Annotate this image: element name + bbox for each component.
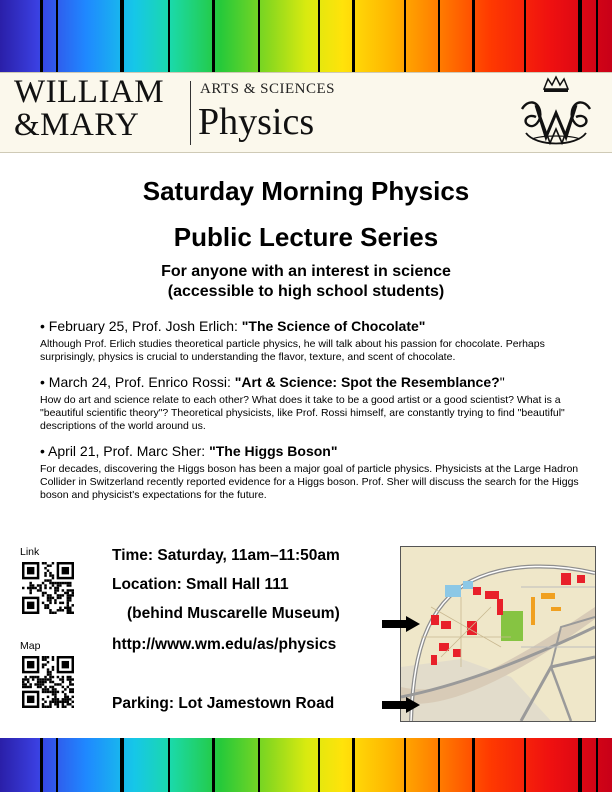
qr-code-map-icon[interactable] [22, 656, 74, 708]
header-banner [0, 72, 612, 153]
lecture-item [40, 443, 588, 502]
audience-line2: (accessible to high school students) [167, 283, 445, 300]
event-location-note: (behind Muscarelle Museum) [127, 605, 340, 622]
bullet: • [40, 374, 45, 390]
lecture-description: For decades, discovering the Higgs boson has been a major goal of particle physics. Physicists at the Large Hadron Collider in Switzerland recently reported evidence for a Higgs boson. Prof. Sher will discuss the search for the Higgs boson and physicist's expectations for the future. [40, 463, 579, 501]
lecture-title: "Art & Science: Spot the Resemblance? [234, 374, 500, 390]
qr-map-label: Map [20, 640, 41, 652]
department-url-link[interactable]: http://www.wm.edu/as/physics [112, 636, 337, 653]
department-name: Physics [198, 101, 315, 143]
campus-map [400, 546, 596, 722]
page-title: Saturday Morning Physics [142, 176, 470, 206]
event-time: Time: Saturday, 11am–11:50am [112, 547, 340, 564]
lecture-title-close-quote: " [499, 374, 505, 390]
arrow-right-icon [382, 697, 420, 713]
spectrum-band-top [0, 0, 612, 72]
lecture-title: "The Higgs Boson" [209, 443, 338, 459]
lecture-description: How do art and science relate to each other? What does it take to be a good artist or a good scientist? What is a "beautiful scientific theory"? Theoretical physicists, like Prof. Rossi himself, are constantly trying to find "beautiful" descriptions of the world around us. [40, 394, 565, 432]
lecture-title: "The Science of Chocolate" [241, 318, 426, 334]
university-wordmark [14, 76, 186, 142]
royal-cypher-logo-icon [512, 75, 600, 151]
qr-link-label: Link [20, 546, 40, 558]
lecture-date-speaker: March 24, Prof. Enrico Rossi: [48, 374, 231, 390]
lecture-heading [40, 374, 588, 391]
school-name: ARTS & SCIENCES [200, 81, 335, 97]
university-name-line2: &MARY [14, 107, 140, 143]
university-name-line1: WILLIAM [14, 74, 165, 110]
lecture-heading [40, 443, 588, 460]
lecture-date-speaker: April 21, Prof. Marc Sher: [48, 443, 206, 459]
spectrum-band-bottom [0, 738, 612, 792]
page-subtitle-series: Public Lecture Series [173, 222, 439, 252]
audience-note [0, 262, 612, 302]
lecture-item [40, 374, 588, 433]
header-divider [190, 81, 191, 145]
lecture-heading [40, 318, 588, 335]
bullet: • [40, 443, 45, 459]
event-location: Location: Small Hall 111 [112, 576, 289, 593]
bullet: • [40, 318, 45, 334]
audience-line1: For anyone with an interest in science [161, 263, 451, 280]
lecture-date-speaker: February 25, Prof. Josh Erlich: [48, 318, 238, 334]
parking-info: Parking: Lot Jamestown Road [112, 695, 335, 712]
arrow-right-icon [382, 616, 420, 632]
lecture-item [40, 318, 588, 364]
qr-code-link-icon[interactable] [22, 562, 74, 614]
lecture-description: Although Prof. Erlich studies theoretical particle physics, he will talk about his passion for chocolate. Perhaps surprisingly, physics is crucial to understanding the flavor, texture, and scent of chocolate. [40, 338, 545, 363]
